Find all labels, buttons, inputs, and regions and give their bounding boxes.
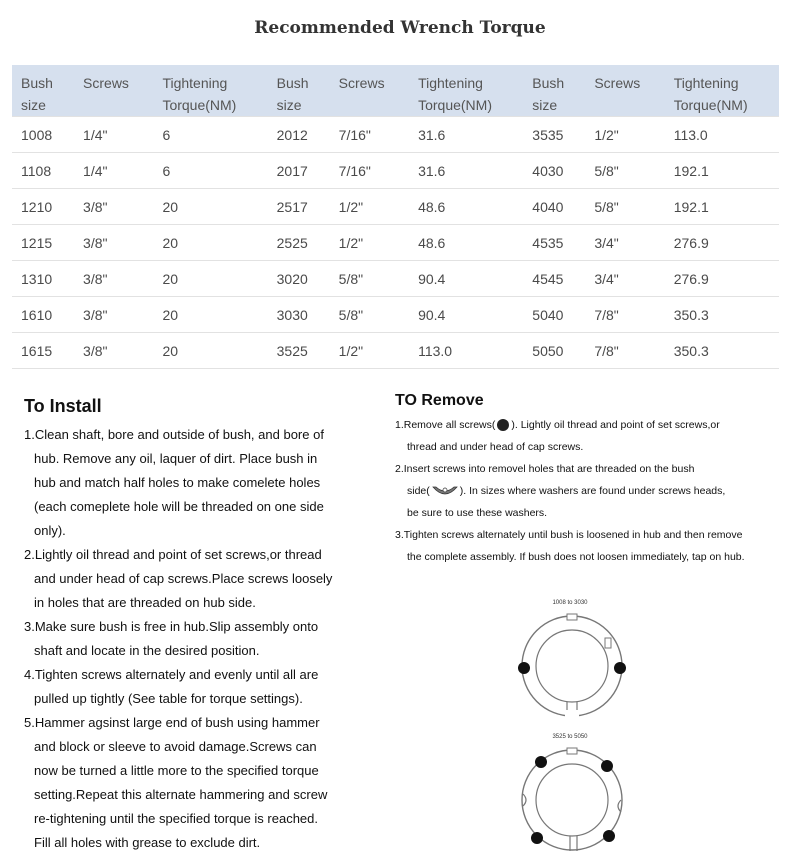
- table-cell: 20: [153, 333, 267, 369]
- table-cell: 5/8": [330, 261, 409, 297]
- column-header: Tightening Torque(NM): [409, 65, 523, 117]
- table-cell: 2517: [268, 189, 330, 225]
- table-cell: 7/8": [585, 297, 664, 333]
- table-cell: 90.4: [409, 297, 523, 333]
- table-cell: 1210: [12, 189, 74, 225]
- table-cell: 3030: [268, 297, 330, 333]
- column-header: Bush size: [268, 65, 330, 117]
- install-section: [24, 396, 369, 855]
- column-header: Screws: [330, 65, 409, 117]
- diagram-label-bottom: 3525 to 5050: [552, 734, 588, 740]
- table-body: [12, 117, 779, 369]
- install-step: 5.Hammer agsinst large end of bush using hammer and block or sleeve to avoid damage.Screws can now be turned a little more to the specified torque setting.Repeat this alternate hammering and screw re-tightening until the specified torque is reached. Fill all holes with grease to exclude dirt.: [24, 715, 328, 850]
- table-cell: 3525: [268, 333, 330, 369]
- table-cell: 4545: [523, 261, 585, 297]
- table-cell: 3020: [268, 261, 330, 297]
- table-cell: 1108: [12, 153, 74, 189]
- table-cell: 350.3: [665, 297, 779, 333]
- table-cell: 3/8": [74, 189, 153, 225]
- table-cell: 31.6: [409, 117, 523, 153]
- table-cell: 1/2": [330, 225, 409, 261]
- table-cell: 3535: [523, 117, 585, 153]
- table-cell: 3/8": [74, 261, 153, 297]
- table-row: [12, 153, 779, 189]
- table-cell: 2012: [268, 117, 330, 153]
- table-cell: 5/8": [585, 153, 664, 189]
- column-header: Screws: [585, 65, 664, 117]
- remove-step: 3.Tighten screws alternately until bush is loosened in hub and then remove the complete assembly. If bush does not loosen immediately, tap on hub.: [395, 529, 745, 563]
- column-header: Bush size: [523, 65, 585, 117]
- table-cell: 4030: [523, 153, 585, 189]
- bush-diagram-bottom: [515, 744, 630, 856]
- table-cell: 5/8": [585, 189, 664, 225]
- column-header: Tightening Torque(NM): [153, 65, 267, 117]
- page-title: Recommended Wrench Torque: [254, 18, 546, 38]
- table-cell: 3/4": [585, 261, 664, 297]
- table-cell: 276.9: [665, 225, 779, 261]
- table-cell: 4040: [523, 189, 585, 225]
- table-cell: 1/4": [74, 117, 153, 153]
- table-cell: 7/8": [585, 333, 664, 369]
- table-cell: 20: [153, 297, 267, 333]
- install-step: 3.Make sure bush is free in hub.Slip assembly onto shaft and locate in the desired position.: [24, 619, 319, 658]
- table-cell: 1/2": [330, 189, 409, 225]
- table-cell: 1/4": [74, 153, 153, 189]
- table-cell: 6: [153, 153, 267, 189]
- remove-step: 1.Remove all screws( ). Lightly oil thread and point of set screws,or thread and under head of cap screws.: [395, 419, 720, 453]
- table-row: [12, 225, 779, 261]
- table-cell: 1/2": [330, 333, 409, 369]
- table-row: [12, 261, 779, 297]
- table-cell: 5040: [523, 297, 585, 333]
- install-step: 1.Clean shaft, bore and outside of bush, and bore of hub. Remove any oil, laquer of dirt. Place bush in hub and match half holes to make comelete holes (each comeplete hole will be threaded on one side only).: [24, 427, 324, 538]
- table-cell: 276.9: [665, 261, 779, 297]
- table-cell: 1310: [12, 261, 74, 297]
- table-cell: 7/16": [330, 153, 409, 189]
- table-cell: 20: [153, 261, 267, 297]
- remove-section: [395, 392, 785, 568]
- table-cell: 1215: [12, 225, 74, 261]
- table-row: [12, 117, 779, 153]
- table-cell: 192.1: [665, 153, 779, 189]
- table-cell: 1615: [12, 333, 74, 369]
- table-cell: 113.0: [665, 117, 779, 153]
- table-cell: 48.6: [409, 189, 523, 225]
- bush-diagram-top: [515, 610, 630, 722]
- table-cell: 3/4": [585, 225, 664, 261]
- install-step: 4.Tighten screws alternately and evenly until all are pulled up tightly (See table for torque settings).: [24, 667, 319, 706]
- table-cell: 2017: [268, 153, 330, 189]
- table-header-row: [12, 65, 779, 117]
- remove-steps: [395, 414, 785, 568]
- install-steps: [24, 423, 369, 855]
- washer-icon: [432, 485, 458, 497]
- table-cell: 192.1: [665, 189, 779, 225]
- table-cell: 4535: [523, 225, 585, 261]
- column-header: Bush size: [12, 65, 74, 117]
- table-cell: 350.3: [665, 333, 779, 369]
- table-cell: 20: [153, 225, 267, 261]
- column-header: Screws: [74, 65, 153, 117]
- table-row: [12, 189, 779, 225]
- table-row: [12, 333, 779, 369]
- table-cell: 5050: [523, 333, 585, 369]
- torque-table: [12, 65, 779, 369]
- table-cell: 1610: [12, 297, 74, 333]
- diagram-label-top: 1008 to 3030: [552, 600, 588, 606]
- table-cell: 2525: [268, 225, 330, 261]
- table-cell: 1/2": [585, 117, 664, 153]
- table-cell: 31.6: [409, 153, 523, 189]
- table-cell: 20: [153, 189, 267, 225]
- table-cell: 48.6: [409, 225, 523, 261]
- table-cell: 3/8": [74, 297, 153, 333]
- table-cell: 3/8": [74, 333, 153, 369]
- remove-step: 2.Insert screws into removel holes that are threaded on the bush side( ). In sizes where washers are found under screws heads, be sure to use these washers.: [395, 463, 726, 519]
- table-cell: 113.0: [409, 333, 523, 369]
- table-cell: 5/8": [330, 297, 409, 333]
- screw-icon: [497, 419, 509, 431]
- table-cell: 1008: [12, 117, 74, 153]
- table-row: [12, 297, 779, 333]
- remove-heading: TO Remove: [395, 392, 484, 409]
- install-step: 2.Lightly oil thread and point of set screws,or thread and under head of cap screws.Place screws loosely in holes that are threaded on hub side.: [24, 547, 333, 610]
- column-header: Tightening Torque(NM): [665, 65, 779, 117]
- table-cell: 7/16": [330, 117, 409, 153]
- table-cell: 6: [153, 117, 267, 153]
- install-heading: To Install: [24, 396, 102, 416]
- table-cell: 90.4: [409, 261, 523, 297]
- table-cell: 3/8": [74, 225, 153, 261]
